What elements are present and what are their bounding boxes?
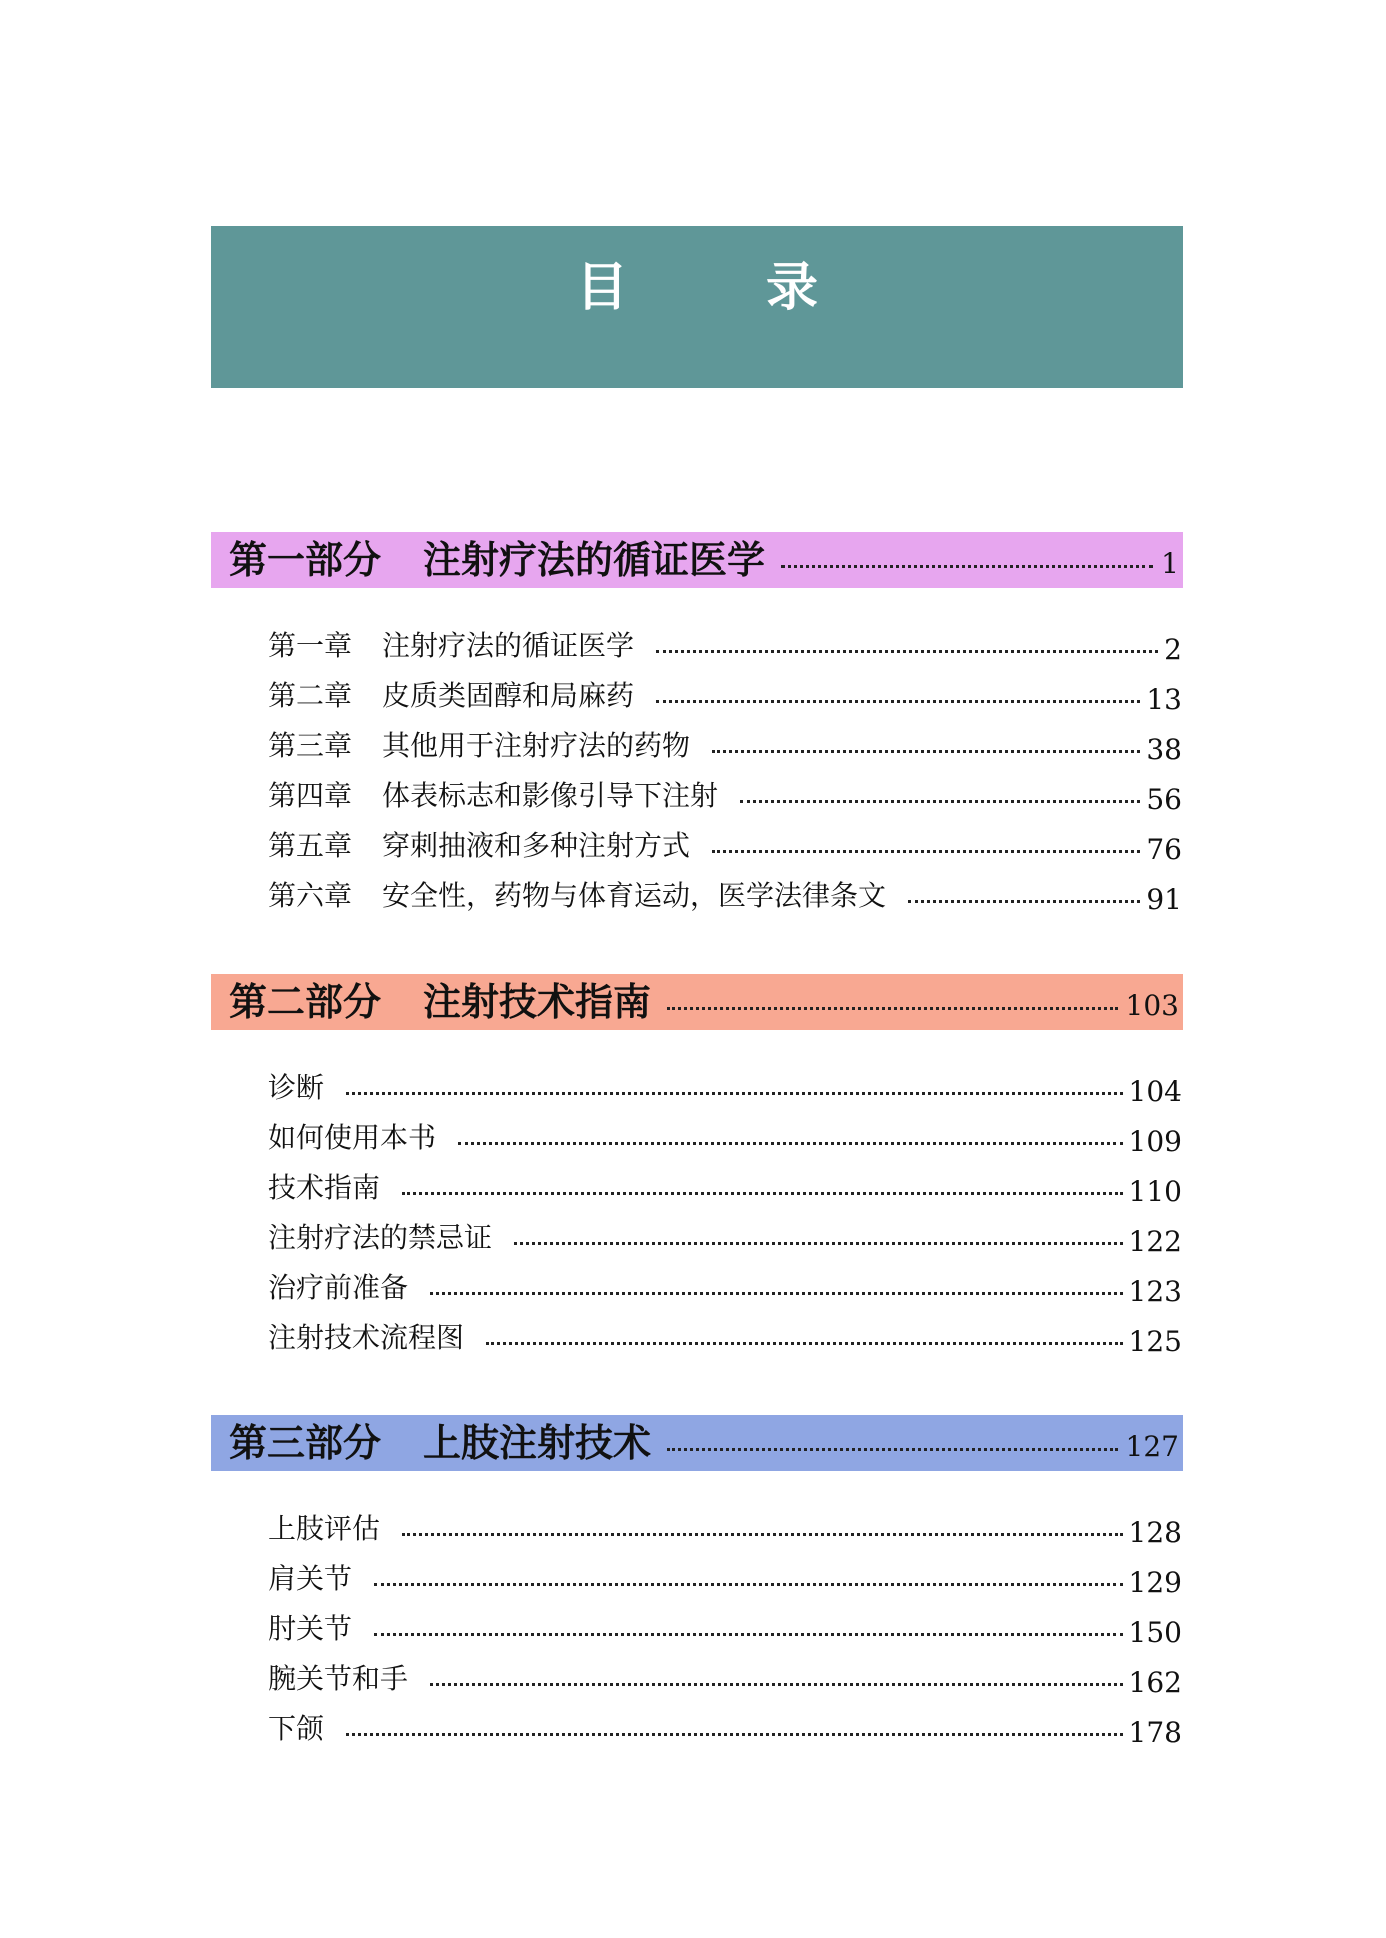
entry-page: 91 <box>1146 882 1182 916</box>
entry-title: 下颌 <box>268 1712 325 1745</box>
chapter-title: 体表标志和影像引导下注射 <box>382 779 719 812</box>
entry-page: 2 <box>1164 632 1182 666</box>
part-2-header[interactable] <box>211 974 1183 1030</box>
chapter-number: 第三章 <box>268 729 353 762</box>
part-2-title: 注射技术指南 <box>423 979 652 1024</box>
dot-leader <box>667 1007 1118 1010</box>
toc-entry-3-4[interactable] <box>268 1658 1182 1700</box>
entry-page: 76 <box>1146 832 1182 866</box>
title-banner <box>211 226 1183 388</box>
chapter-number: 第四章 <box>268 779 353 812</box>
entry-page: 128 <box>1128 1515 1182 1549</box>
entry-title: 治疗前准备 <box>268 1271 409 1304</box>
entry-page: 104 <box>1128 1074 1182 1108</box>
toc-entry-2-4[interactable] <box>268 1217 1182 1259</box>
entry-title: 注射疗法的禁忌证 <box>268 1221 493 1254</box>
part-2-number: 第二部分 <box>229 979 382 1024</box>
chapter-number: 第二章 <box>268 679 353 712</box>
toc-entry-1-4[interactable] <box>268 775 1182 817</box>
entry-page: 122 <box>1128 1224 1182 1258</box>
chapter-title: 其他用于注射疗法的药物 <box>382 729 691 762</box>
entry-page: 125 <box>1128 1324 1182 1358</box>
dot-leader <box>740 800 1140 803</box>
part-2-page: 103 <box>1125 988 1179 1022</box>
entry-page: 109 <box>1128 1124 1182 1158</box>
toc-entry-2-3[interactable] <box>268 1167 1182 1209</box>
part-3-number: 第三部分 <box>229 1420 382 1465</box>
toc-entry-2-5[interactable] <box>268 1267 1182 1309</box>
dot-leader <box>656 650 1158 653</box>
dot-leader <box>402 1192 1123 1195</box>
dot-leader <box>667 1448 1118 1451</box>
part-3-label <box>229 1420 652 1465</box>
toc-entry-1-1[interactable] <box>268 625 1182 667</box>
part-3-title: 上肢注射技术 <box>423 1420 652 1465</box>
dot-leader <box>656 700 1140 703</box>
entry-label <box>268 879 887 912</box>
chapter-number: 第五章 <box>268 829 353 862</box>
part-3-page: 127 <box>1125 1429 1179 1463</box>
entry-label <box>268 779 719 812</box>
chapter-title: 皮质类固醇和局麻药 <box>382 679 635 712</box>
entry-page: 13 <box>1146 682 1182 716</box>
entry-title: 如何使用本书 <box>268 1121 437 1154</box>
dot-leader <box>374 1633 1123 1636</box>
entry-page: 56 <box>1146 782 1182 816</box>
page-title: 目 录 <box>575 258 879 318</box>
toc-entry-3-3[interactable] <box>268 1608 1182 1650</box>
entry-page: 38 <box>1146 732 1182 766</box>
entry-title: 上肢评估 <box>268 1512 381 1545</box>
chapter-title: 注射疗法的循证医学 <box>382 629 635 662</box>
entry-label <box>268 829 691 862</box>
entry-title: 注射技术流程图 <box>268 1321 465 1354</box>
toc-entry-2-6[interactable] <box>268 1317 1182 1359</box>
dot-leader <box>346 1733 1123 1736</box>
entry-label <box>268 629 635 662</box>
chapter-number: 第六章 <box>268 879 353 912</box>
toc-entry-1-5[interactable] <box>268 825 1182 867</box>
dot-leader <box>374 1583 1123 1586</box>
dot-leader <box>430 1292 1123 1295</box>
entry-page: 162 <box>1128 1665 1182 1699</box>
entry-title: 诊断 <box>268 1071 325 1104</box>
dot-leader <box>430 1683 1123 1686</box>
toc-entry-1-3[interactable] <box>268 725 1182 767</box>
entry-page: 178 <box>1128 1715 1182 1749</box>
toc-entry-3-1[interactable] <box>268 1508 1182 1550</box>
dot-leader <box>346 1092 1123 1095</box>
dot-leader <box>781 565 1153 568</box>
chapter-number: 第一章 <box>268 629 353 662</box>
dot-leader <box>486 1342 1123 1345</box>
chapter-title: 安全性，药物与体育运动，医学法律条文 <box>382 879 887 912</box>
dot-leader <box>514 1242 1123 1245</box>
entry-page: 150 <box>1128 1615 1182 1649</box>
dot-leader <box>712 750 1140 753</box>
dot-leader <box>908 900 1140 903</box>
entry-title: 肘关节 <box>268 1612 353 1645</box>
toc-entry-2-1[interactable] <box>268 1067 1182 1109</box>
chapter-title: 穿刺抽液和多种注射方式 <box>382 829 691 862</box>
toc-entry-1-2[interactable] <box>268 675 1182 717</box>
entry-label <box>268 679 635 712</box>
dot-leader <box>402 1533 1123 1536</box>
entry-page: 129 <box>1128 1565 1182 1599</box>
part-2-label <box>229 979 652 1024</box>
part-1-label <box>229 537 766 582</box>
dot-leader <box>712 850 1140 853</box>
part-3-header[interactable] <box>211 1415 1183 1471</box>
entry-label <box>268 729 691 762</box>
toc-entry-3-5[interactable] <box>268 1708 1182 1750</box>
dot-leader <box>458 1142 1123 1145</box>
part-1-number: 第一部分 <box>229 537 382 582</box>
toc-entry-2-2[interactable] <box>268 1117 1182 1159</box>
part-1-header[interactable] <box>211 532 1183 588</box>
entry-page: 123 <box>1128 1274 1182 1308</box>
part-1-page: 1 <box>1161 546 1179 580</box>
part-1-title: 注射疗法的循证医学 <box>423 537 766 582</box>
entry-title: 腕关节和手 <box>268 1662 409 1695</box>
toc-entry-3-2[interactable] <box>268 1558 1182 1600</box>
toc-entry-1-6[interactable] <box>268 875 1182 917</box>
entry-title: 技术指南 <box>268 1171 381 1204</box>
entry-title: 肩关节 <box>268 1562 353 1595</box>
entry-page: 110 <box>1128 1174 1182 1208</box>
